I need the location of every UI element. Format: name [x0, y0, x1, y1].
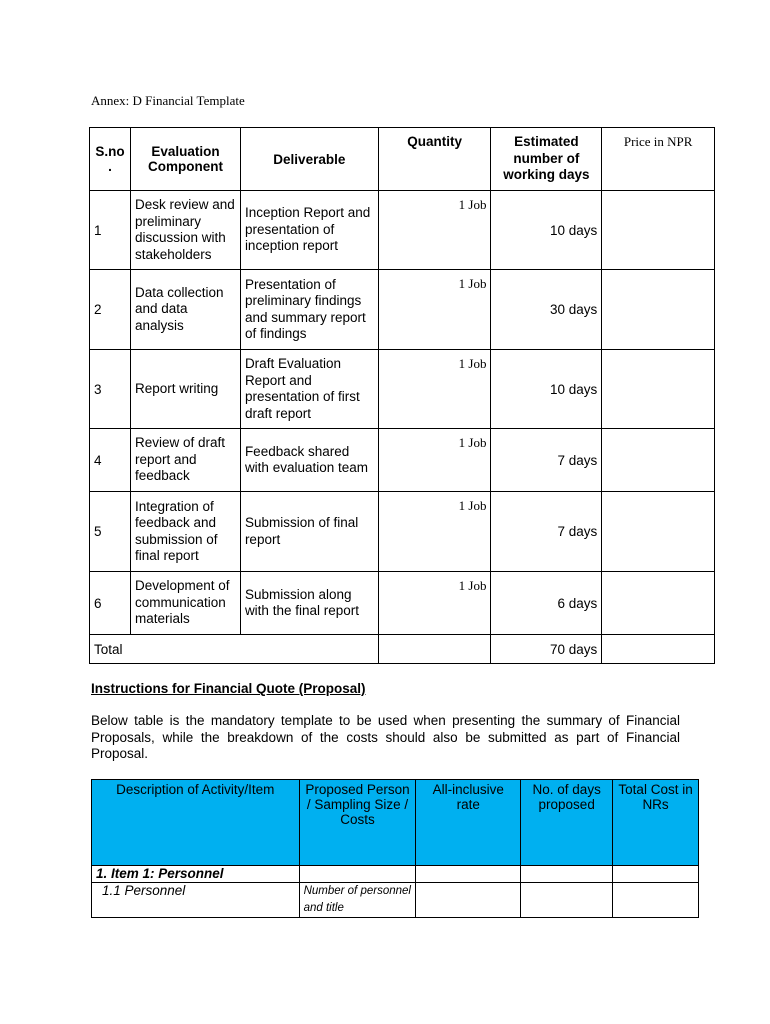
table-row — [90, 492, 715, 572]
total-row — [90, 635, 715, 664]
days-cell[interactable] — [521, 866, 613, 883]
deliverable-cell: Inception Report and presentation of inception report — [240, 191, 378, 270]
table-row — [92, 866, 699, 883]
quantity-cell: 1 Job — [378, 492, 491, 572]
sno-cell: 5 — [90, 492, 131, 572]
days-header: No. of days proposed — [521, 780, 613, 866]
sno-cell: 2 — [90, 270, 131, 350]
price-cell[interactable] — [602, 270, 715, 350]
item-1-label: 1. Item 1: Personnel — [92, 866, 300, 883]
sno-cell: 3 — [90, 350, 131, 429]
deliverable-header: Deliverable — [240, 128, 378, 191]
deliverable-cell: Presentation of preliminary findings and summary report of findings — [240, 270, 378, 350]
price-cell[interactable] — [602, 350, 715, 429]
deliverable-cell: Draft Evaluation Report and presentation of first draft report — [240, 350, 378, 429]
description-header: Description of Activity/Item — [92, 780, 300, 866]
days-cell: 30 days — [491, 270, 602, 350]
financial-template-table — [89, 127, 715, 664]
component-header: Evaluation Component — [130, 128, 240, 191]
price-header: Price in NPR — [602, 128, 715, 191]
deliverable-cell: Feedback shared with evaluation team — [240, 429, 378, 492]
sno-cell: 4 — [90, 429, 131, 492]
days-cell: 7 days — [491, 492, 602, 572]
total-cell[interactable] — [613, 866, 699, 883]
table-header-row — [90, 128, 715, 191]
deliverable-cell: Submission of final report — [240, 492, 378, 572]
total-cost-header: Total Cost in NRs — [613, 780, 699, 866]
rate-header: All-inclusive rate — [416, 780, 521, 866]
proposed-cell[interactable] — [299, 866, 416, 883]
component-cell: Data collection and data analysis — [130, 270, 240, 350]
total-price-cell[interactable] — [602, 635, 715, 664]
total-quantity-cell — [378, 635, 491, 664]
annex-title: Annex: D Financial Template — [91, 93, 245, 108]
rate-cell[interactable] — [416, 866, 521, 883]
component-cell: Integration of feedback and submission of final report — [130, 492, 240, 572]
quantity-cell: 1 Job — [378, 572, 491, 635]
component-cell: Development of communication materials — [130, 572, 240, 635]
sno-cell: 6 — [90, 572, 131, 635]
days-cell[interactable] — [521, 883, 613, 918]
days-cell: 10 days — [491, 191, 602, 270]
days-cell: 6 days — [491, 572, 602, 635]
table-row — [90, 572, 715, 635]
instructions-title: Instructions for Financial Quote (Proposal) — [91, 681, 366, 696]
quantity-cell: 1 Job — [378, 270, 491, 350]
sno-cell: 1 — [90, 191, 131, 270]
instructions-body: Below table is the mandatory template to be used when presenting the summary of Financial Proposals, while the breakdown of the costs should also be submitted as part of Financial Proposal. — [91, 713, 680, 761]
quote-header-row — [92, 780, 699, 866]
component-cell: Review of draft report and feedback — [130, 429, 240, 492]
table-row — [90, 191, 715, 270]
price-cell[interactable] — [602, 191, 715, 270]
days-header: Estimated number of working days — [491, 128, 602, 191]
total-cell[interactable] — [613, 883, 699, 918]
price-cell[interactable] — [602, 429, 715, 492]
item-1-1-label: 1.1 Personnel — [92, 883, 300, 918]
sno-header: S.no . — [90, 128, 131, 191]
days-cell: 10 days — [491, 350, 602, 429]
deliverable-cell: Submission along with the final report — [240, 572, 378, 635]
component-cell: Desk review and preliminary discussion with stakeholders — [130, 191, 240, 270]
quantity-cell: 1 Job — [378, 191, 491, 270]
table-row — [90, 429, 715, 492]
table-row — [90, 270, 715, 350]
financial-quote-table — [91, 779, 699, 918]
price-cell[interactable] — [602, 492, 715, 572]
quantity-cell: 1 Job — [378, 429, 491, 492]
table-row — [92, 883, 699, 918]
total-days: 70 days — [491, 635, 602, 664]
days-cell: 7 days — [491, 429, 602, 492]
rate-cell[interactable] — [416, 883, 521, 918]
quantity-cell: 1 Job — [378, 350, 491, 429]
proposed-header: Proposed Person / Sampling Size / Costs — [299, 780, 416, 866]
item-1-1-note: Number of personnel and title — [299, 883, 416, 918]
quantity-header: Quantity — [378, 128, 491, 191]
table-row — [90, 350, 715, 429]
component-cell: Report writing — [130, 350, 240, 429]
total-label: Total — [90, 635, 379, 664]
price-cell[interactable] — [602, 572, 715, 635]
